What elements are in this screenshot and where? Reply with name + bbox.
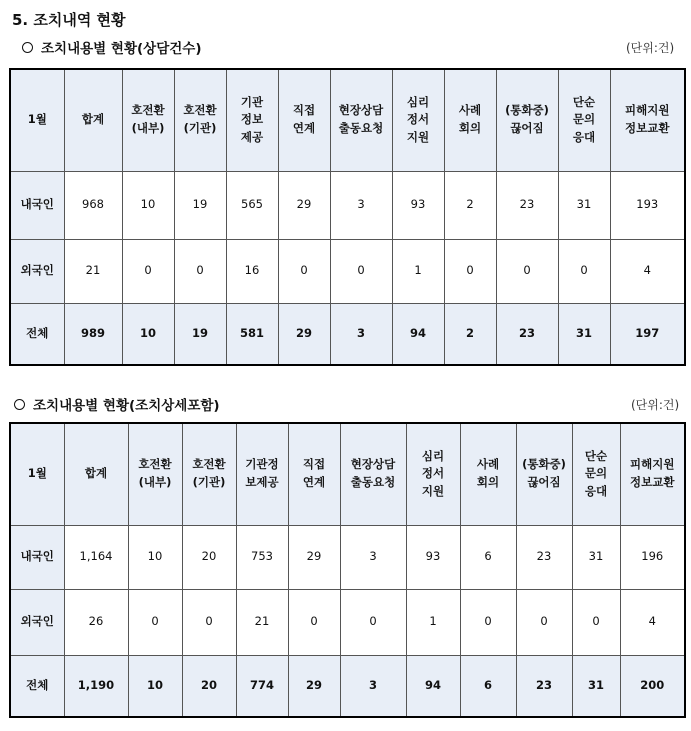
table-row xyxy=(10,525,685,589)
table-2-title xyxy=(14,394,220,414)
table-cell: 19 xyxy=(174,303,226,365)
table-cell: 1,190 xyxy=(64,655,128,717)
row-label: 내국인 xyxy=(10,525,64,589)
column-header: 호전환 (기관) xyxy=(174,69,226,171)
row-label: 외국인 xyxy=(10,239,64,303)
table-cell: 3 xyxy=(340,655,406,717)
header-row xyxy=(10,423,685,525)
column-header: 합계 xyxy=(64,69,122,171)
table-cell: 93 xyxy=(392,171,444,239)
column-header: 1월 xyxy=(10,69,64,171)
table-cell: 0 xyxy=(460,589,516,655)
table-cell: 20 xyxy=(182,655,236,717)
table-cell: 94 xyxy=(392,303,444,365)
table-cell: 0 xyxy=(516,589,572,655)
column-header: 현장상담 출동요청 xyxy=(340,423,406,525)
table-cell: 989 xyxy=(64,303,122,365)
table-cell: 0 xyxy=(444,239,496,303)
column-header: 직접 연계 xyxy=(288,423,340,525)
table-cell: 31 xyxy=(572,655,620,717)
column-header: 호전환 (내부) xyxy=(128,423,182,525)
circle-bullet-icon xyxy=(22,42,33,53)
table-cell: 0 xyxy=(288,589,340,655)
table-cell: 968 xyxy=(64,171,122,239)
table-cell: 19 xyxy=(174,171,226,239)
column-header: 합계 xyxy=(64,423,128,525)
table-cell: 753 xyxy=(236,525,288,589)
total-row xyxy=(10,655,685,717)
table-2-title-text: 조치내용별 현황(조치상세포함) xyxy=(33,398,220,414)
table-2 xyxy=(9,422,686,718)
column-header: 심리 정서 지원 xyxy=(406,423,460,525)
table-cell: 3 xyxy=(340,525,406,589)
table-cell: 31 xyxy=(558,171,610,239)
table-1-unit: (단위:건) xyxy=(626,41,675,55)
table-cell: 10 xyxy=(122,171,174,239)
table-cell: 6 xyxy=(460,525,516,589)
table-cell: 0 xyxy=(330,239,392,303)
table-cell: 196 xyxy=(620,525,685,589)
table-cell: 10 xyxy=(128,655,182,717)
table-row xyxy=(10,171,685,239)
table-cell: 3 xyxy=(330,303,392,365)
circle-bullet-icon xyxy=(14,399,25,410)
table-cell: 0 xyxy=(182,589,236,655)
table-cell: 774 xyxy=(236,655,288,717)
table-cell: 23 xyxy=(516,525,572,589)
table-1-title-text: 조치내용별 현황(상담건수) xyxy=(41,41,202,57)
table-cell: 23 xyxy=(496,303,558,365)
table-cell: 31 xyxy=(558,303,610,365)
total-row xyxy=(10,303,685,365)
column-header: (통화중) 끊어짐 xyxy=(516,423,572,525)
table-cell: 0 xyxy=(174,239,226,303)
table-cell: 581 xyxy=(226,303,278,365)
row-label: 내국인 xyxy=(10,171,64,239)
column-header: 피해지원 정보교환 xyxy=(620,423,685,525)
table-cell: 0 xyxy=(340,589,406,655)
table-cell: 565 xyxy=(226,171,278,239)
column-header: 사례 회의 xyxy=(444,69,496,171)
column-header: 심리 정서 지원 xyxy=(392,69,444,171)
row-label: 전체 xyxy=(10,303,64,365)
table-cell: 0 xyxy=(572,589,620,655)
table-row xyxy=(10,239,685,303)
table-cell: 20 xyxy=(182,525,236,589)
table-cell: 4 xyxy=(610,239,685,303)
column-header: 호전환 (내부) xyxy=(122,69,174,171)
table-cell: 197 xyxy=(610,303,685,365)
table-cell: 26 xyxy=(64,589,128,655)
table-cell: 16 xyxy=(226,239,278,303)
column-header: 직접 연계 xyxy=(278,69,330,171)
column-header: 단순 문의 응대 xyxy=(558,69,610,171)
column-header: 현장상담 출동요청 xyxy=(330,69,392,171)
table-cell: 94 xyxy=(406,655,460,717)
column-header: 단순 문의 응대 xyxy=(572,423,620,525)
table-cell: 21 xyxy=(236,589,288,655)
table-cell: 3 xyxy=(330,171,392,239)
row-label: 외국인 xyxy=(10,589,64,655)
table-cell: 0 xyxy=(122,239,174,303)
table-cell: 193 xyxy=(610,171,685,239)
table-cell: 23 xyxy=(496,171,558,239)
table-cell: 0 xyxy=(278,239,330,303)
table-1-title xyxy=(22,37,202,57)
table-2-unit: (단위:건) xyxy=(631,398,680,412)
table-cell: 6 xyxy=(460,655,516,717)
column-header: 호전환 (기관) xyxy=(182,423,236,525)
table-cell: 2 xyxy=(444,303,496,365)
table-cell: 10 xyxy=(122,303,174,365)
table-cell: 29 xyxy=(288,525,340,589)
table-cell: 1 xyxy=(406,589,460,655)
column-header: 피해지원 정보교환 xyxy=(610,69,685,171)
table-cell: 0 xyxy=(128,589,182,655)
table-cell: 4 xyxy=(620,589,685,655)
column-header: 1월 xyxy=(10,423,64,525)
table-cell: 29 xyxy=(278,303,330,365)
table-cell: 93 xyxy=(406,525,460,589)
table-cell: 31 xyxy=(572,525,620,589)
table-cell: 29 xyxy=(278,171,330,239)
table-cell: 1 xyxy=(392,239,444,303)
column-header: (통화중) 끊어짐 xyxy=(496,69,558,171)
column-header: 사례 회의 xyxy=(460,423,516,525)
column-header: 기관정 보제공 xyxy=(236,423,288,525)
table-row xyxy=(10,589,685,655)
table-cell: 23 xyxy=(516,655,572,717)
row-label: 전체 xyxy=(10,655,64,717)
table-cell: 21 xyxy=(64,239,122,303)
table-1 xyxy=(9,68,686,366)
table-cell: 0 xyxy=(496,239,558,303)
table-cell: 29 xyxy=(288,655,340,717)
column-header: 기관 정보 제공 xyxy=(226,69,278,171)
table-cell: 2 xyxy=(444,171,496,239)
table-cell: 10 xyxy=(128,525,182,589)
header-row xyxy=(10,69,685,171)
table-cell: 0 xyxy=(558,239,610,303)
table-cell: 200 xyxy=(620,655,685,717)
page-title: 5. 조치내역 현황 xyxy=(12,11,126,29)
table-cell: 1,164 xyxy=(64,525,128,589)
